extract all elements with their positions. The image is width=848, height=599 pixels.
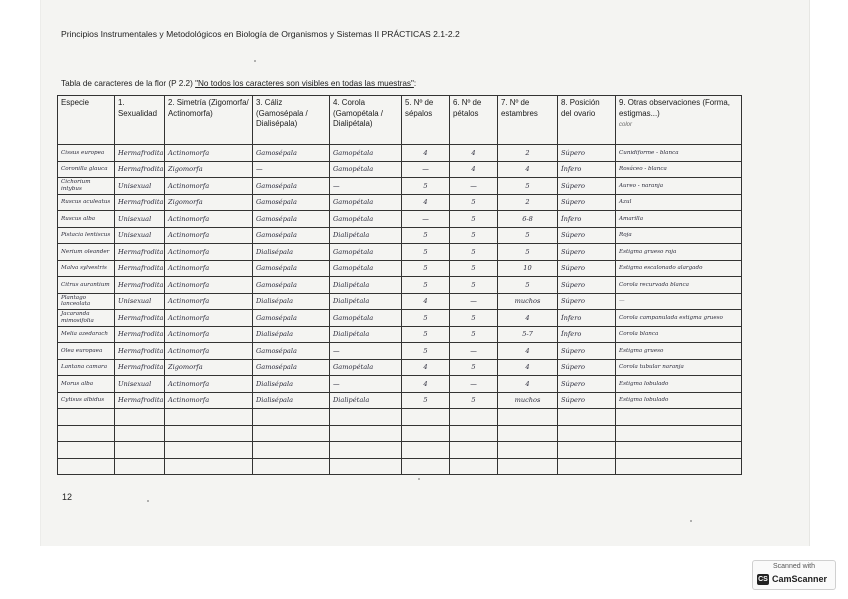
table-cell: — — [330, 343, 402, 360]
table-row — [58, 277, 742, 294]
column-header-label: 2. Simetría (Zigomorfa/ Actinomorfa) — [168, 98, 249, 118]
table-cell: Ruscus alba — [58, 211, 115, 228]
table-cell: Plantago lanceolata — [58, 293, 115, 310]
table-cell — [115, 425, 165, 442]
table-cell: Unisexual — [115, 211, 165, 228]
table-cell: 5 — [402, 343, 450, 360]
table-cell: Actinomorfa — [165, 277, 253, 294]
table-cell: Súpero — [558, 376, 616, 393]
table-cell: Actinomorfa — [165, 376, 253, 393]
table-cell: 5 — [450, 227, 498, 244]
column-header — [253, 96, 330, 145]
table-cell — [115, 442, 165, 459]
table-cell — [115, 458, 165, 475]
table-cell: Gamosépala — [253, 145, 330, 162]
table-header-row — [58, 96, 742, 145]
table-cell: Amarilla — [616, 211, 742, 228]
table-cell: — — [450, 178, 498, 195]
table-cell: Súpero — [558, 227, 616, 244]
table-cell: Dialisépala — [253, 326, 330, 343]
table-cell: Gamosépala — [253, 194, 330, 211]
table-cell: Cunidiforme - blanca — [616, 145, 742, 162]
table-cell: Hermafrodita — [115, 343, 165, 360]
table-cell: 6-8 — [498, 211, 558, 228]
table-row — [58, 359, 742, 376]
table-row — [58, 376, 742, 393]
scan-speck — [418, 478, 420, 480]
table-cell: 4 — [402, 194, 450, 211]
scan-speck — [147, 500, 149, 502]
table-cell: Nerium oleander — [58, 244, 115, 261]
table-cell: Estigma lobulado — [616, 376, 742, 393]
table-cell: Unisexual — [115, 178, 165, 195]
table-cell: Hermafrodita — [115, 244, 165, 261]
column-header — [115, 96, 165, 145]
table-cell — [558, 442, 616, 459]
table-cell: Jacaranda mimosifolia — [58, 310, 115, 327]
table-cell: Estigma escalonado alargado — [616, 260, 742, 277]
table-cell — [165, 458, 253, 475]
table-title-suffix: : — [413, 79, 417, 88]
table-cell: 5 — [450, 244, 498, 261]
page-number: 12 — [62, 492, 73, 502]
table-cell: Actinomorfa — [165, 227, 253, 244]
table-cell: Coronilla glauca — [58, 161, 115, 178]
table-row — [58, 343, 742, 360]
table-cell: 5 — [498, 178, 558, 195]
table-cell: 10 — [498, 260, 558, 277]
table-title-emphasis: "No todos los caracteres son visibles en todas las muestras" — [195, 79, 414, 88]
table-row — [58, 178, 742, 195]
table-cell: Dialisépala — [253, 244, 330, 261]
table-cell: 4 — [498, 359, 558, 376]
table-cell: muchos — [498, 293, 558, 310]
table-cell — [115, 409, 165, 426]
table-cell: Actinomorfa — [165, 293, 253, 310]
table-cell: Gamosépala — [253, 227, 330, 244]
table-cell — [402, 425, 450, 442]
table-cell: Corola tubular naranja — [616, 359, 742, 376]
table-cell: Azul — [616, 194, 742, 211]
table-cell — [498, 458, 558, 475]
table-row — [58, 161, 742, 178]
table-cell: Súpero — [558, 277, 616, 294]
table-cell: Rosáceo - blanca — [616, 161, 742, 178]
table-row — [58, 244, 742, 261]
table-cell: 4 — [498, 161, 558, 178]
table-cell: 5 — [402, 326, 450, 343]
table-cell: Cissus europea — [58, 145, 115, 162]
table-cell: — — [253, 161, 330, 178]
table-cell — [253, 425, 330, 442]
table-cell: Gamopétala — [330, 211, 402, 228]
table-cell: Actinomorfa — [165, 326, 253, 343]
table-cell: Gamosépala — [253, 211, 330, 228]
table-cell: Estigma lobulado — [616, 392, 742, 409]
table-cell: Unisexual — [115, 376, 165, 393]
scanned-with-label: Scanned with — [772, 563, 816, 570]
table-cell: Corola campanulada estigma grueso — [616, 310, 742, 327]
table-cell: 5 — [402, 260, 450, 277]
table-cell: Zigomorfa — [165, 359, 253, 376]
table-cell: 2 — [498, 145, 558, 162]
table-cell: 5 — [450, 392, 498, 409]
table-cell: Zigomorfa — [165, 161, 253, 178]
table-cell: 5 — [402, 244, 450, 261]
table-cell: 5-7 — [498, 326, 558, 343]
table-cell: Gamosépala — [253, 178, 330, 195]
document-header: Principios Instrumentales y Metodológicos en Biología de Organismos y Sistemas II PRÁCTICAS 2.1-2.2 — [61, 29, 460, 39]
table-cell: 5 — [450, 310, 498, 327]
table-cell: Súpero — [558, 244, 616, 261]
table-cell — [58, 458, 115, 475]
table-cell — [165, 425, 253, 442]
table-cell — [58, 409, 115, 426]
table-cell: Zigomorfa — [165, 194, 253, 211]
table-row — [58, 211, 742, 228]
table-cell: Lantana camara — [58, 359, 115, 376]
table-cell — [498, 409, 558, 426]
table-cell: Actinomorfa — [165, 211, 253, 228]
table-cell: Ruscus aculeatus — [58, 194, 115, 211]
table-cell: Hermafrodita — [115, 310, 165, 327]
table-cell: Súpero — [558, 392, 616, 409]
table-cell: Súpero — [558, 260, 616, 277]
table-cell — [165, 442, 253, 459]
table-cell: 5 — [450, 277, 498, 294]
table-cell: Hermafrodita — [115, 161, 165, 178]
table-cell: Dialipétala — [330, 293, 402, 310]
table-cell: 5 — [402, 392, 450, 409]
table-cell — [558, 409, 616, 426]
table-cell: Hermafrodita — [115, 392, 165, 409]
table-cell — [450, 409, 498, 426]
table-cell — [58, 442, 115, 459]
table-row — [58, 409, 742, 426]
table-row — [58, 293, 742, 310]
column-header — [330, 96, 402, 145]
table-cell — [616, 442, 742, 459]
table-body — [58, 145, 742, 475]
table-row — [58, 227, 742, 244]
table-cell: Súpero — [558, 343, 616, 360]
table-cell: Cytisus albidus — [58, 392, 115, 409]
table-cell — [330, 425, 402, 442]
table-cell: Dialisépala — [253, 376, 330, 393]
table-cell: 5 — [450, 359, 498, 376]
column-header-label: 4. Corola (Gamopétala / Dialipétala) — [333, 98, 383, 128]
table-cell: Actinomorfa — [165, 343, 253, 360]
table-cell: Hermafrodita — [115, 260, 165, 277]
table-cell — [253, 442, 330, 459]
table-cell: — — [450, 376, 498, 393]
camscanner-logo-icon: CS — [758, 576, 768, 583]
table-cell: Gamopétala — [330, 260, 402, 277]
table-cell — [498, 442, 558, 459]
table-cell: — — [402, 161, 450, 178]
table-cell: 5 — [498, 277, 558, 294]
camscanner-brand: CamScanner — [772, 574, 828, 584]
table-cell: Gamosépala — [253, 310, 330, 327]
table-row — [58, 458, 742, 475]
table-cell: 4 — [498, 343, 558, 360]
table-cell: muchos — [498, 392, 558, 409]
table-cell: — — [450, 343, 498, 360]
column-header-label: 7. Nº de estambres — [501, 98, 538, 118]
table-cell: Ínfero — [558, 211, 616, 228]
table-cell — [165, 409, 253, 426]
table-cell: Estigma grueso roja — [616, 244, 742, 261]
column-header — [165, 96, 253, 145]
table-cell: Unisexual — [115, 227, 165, 244]
table-cell — [402, 442, 450, 459]
column-header-label: 5. Nº de sépalos — [405, 98, 434, 118]
table-cell: Súpero — [558, 178, 616, 195]
table-cell: 4 — [402, 359, 450, 376]
table-cell: Súpero — [558, 293, 616, 310]
table-cell: 5 — [450, 326, 498, 343]
table-cell: Pistacia lentiscus — [58, 227, 115, 244]
table-cell: 2 — [498, 194, 558, 211]
column-header-label: Especie — [61, 98, 90, 107]
table-cell: 5 — [402, 178, 450, 195]
table-cell: — — [616, 293, 742, 310]
column-header-note: color — [619, 122, 633, 128]
table-cell: Gamopétala — [330, 161, 402, 178]
table-cell: Gamosépala — [253, 359, 330, 376]
table-cell — [450, 442, 498, 459]
table-cell — [558, 458, 616, 475]
flower-traits-table — [57, 95, 742, 475]
table-cell: Actinomorfa — [165, 392, 253, 409]
table-cell: Hermafrodita — [115, 359, 165, 376]
table-cell: Roja — [616, 227, 742, 244]
table-cell: Dialisépala — [253, 392, 330, 409]
table-title-prefix: Tabla de caracteres de la flor (P 2.2) — [61, 79, 196, 88]
table-cell — [330, 458, 402, 475]
table-cell: 5 — [402, 310, 450, 327]
table-cell: Actinomorfa — [165, 145, 253, 162]
table-cell: Gamopétala — [330, 310, 402, 327]
column-header-label: 9. Otras observaciones (Forma, estigmas...) — [619, 98, 730, 118]
table-cell: 5 — [498, 227, 558, 244]
table-cell: Gamopétala — [330, 194, 402, 211]
table-cell — [616, 409, 742, 426]
table-cell: 5 — [402, 277, 450, 294]
table-cell: — — [402, 211, 450, 228]
table-cell: 4 — [450, 145, 498, 162]
table-cell: Malva sylvestris — [58, 260, 115, 277]
table-cell: 4 — [402, 145, 450, 162]
table-cell — [450, 458, 498, 475]
table-cell — [558, 425, 616, 442]
table-cell — [616, 458, 742, 475]
table-cell: Citrus aurantium — [58, 277, 115, 294]
table-cell: Dialipétala — [330, 227, 402, 244]
table-cell: Gamopétala — [330, 244, 402, 261]
column-header — [616, 96, 742, 145]
table-row — [58, 442, 742, 459]
table-cell — [450, 425, 498, 442]
scan-speck — [690, 520, 692, 522]
column-header-label: 6. Nº de pétalos — [453, 98, 482, 118]
table-cell: Hermafrodita — [115, 326, 165, 343]
table-cell: Ínfero — [558, 326, 616, 343]
column-header-label: 3. Cáliz (Gamosépala / Dialisépala) — [256, 98, 308, 128]
table-cell — [402, 409, 450, 426]
table-row — [58, 145, 742, 162]
table-cell: Actinomorfa — [165, 310, 253, 327]
table-cell: Súpero — [558, 145, 616, 162]
table-cell: Dialipétala — [330, 392, 402, 409]
table-cell: Cichorium intybus — [58, 178, 115, 195]
table-cell: Hermafrodita — [115, 277, 165, 294]
table-cell: Ínfero — [558, 161, 616, 178]
table-cell: Dialipétala — [330, 277, 402, 294]
table-cell: Ínfero — [558, 310, 616, 327]
table-cell: Gamosépala — [253, 277, 330, 294]
table-cell: — — [330, 178, 402, 195]
table-cell: Corola blanca — [616, 326, 742, 343]
table-cell: 4 — [498, 376, 558, 393]
table-cell: Súpero — [558, 194, 616, 211]
table-cell: Morus alba — [58, 376, 115, 393]
table-row — [58, 392, 742, 409]
table-cell — [402, 458, 450, 475]
table-cell — [253, 409, 330, 426]
table-row — [58, 326, 742, 343]
column-header — [498, 96, 558, 145]
table-row — [58, 260, 742, 277]
table-cell — [253, 458, 330, 475]
table-cell: Gamosépala — [253, 343, 330, 360]
column-header-label: 8. Posición del ovario — [561, 98, 600, 118]
table-cell: Dialisépala — [253, 293, 330, 310]
table-cell: Melia azedarach — [58, 326, 115, 343]
column-header — [450, 96, 498, 145]
scan-speck — [254, 60, 256, 62]
table-cell: Actinomorfa — [165, 244, 253, 261]
table-cell: Olea europaea — [58, 343, 115, 360]
table-cell: Actinomorfa — [165, 260, 253, 277]
table-title — [61, 79, 416, 88]
table-cell: 4 — [450, 161, 498, 178]
table-cell: Actinomorfa — [165, 178, 253, 195]
table-cell: 5 — [450, 211, 498, 228]
table-row — [58, 194, 742, 211]
table-cell: Hermafrodita — [115, 194, 165, 211]
table-cell: Aureo - naranja — [616, 178, 742, 195]
table-cell: 5 — [498, 244, 558, 261]
table-cell: — — [450, 293, 498, 310]
table-cell: Dialipétala — [330, 326, 402, 343]
table-row — [58, 310, 742, 327]
column-header — [558, 96, 616, 145]
table-cell: 4 — [402, 293, 450, 310]
table-cell: Unisexual — [115, 293, 165, 310]
table-cell: Hermafrodita — [115, 145, 165, 162]
table-cell: Súpero — [558, 359, 616, 376]
table-cell: 4 — [402, 376, 450, 393]
table-cell — [498, 425, 558, 442]
column-header — [58, 96, 115, 145]
table-cell: Gamopétala — [330, 145, 402, 162]
table-cell — [330, 442, 402, 459]
table-cell — [616, 425, 742, 442]
column-header-label: 1. Sexualidad — [118, 98, 158, 118]
camscanner-watermark — [752, 560, 836, 590]
table-cell: Estigma grueso — [616, 343, 742, 360]
table-cell: Corola recurvada blanca — [616, 277, 742, 294]
table-row — [58, 425, 742, 442]
column-header — [402, 96, 450, 145]
table-cell: Gamosépala — [253, 260, 330, 277]
table-cell: 4 — [498, 310, 558, 327]
table-cell: Gamopétala — [330, 359, 402, 376]
table-cell: 5 — [450, 260, 498, 277]
table-cell: 5 — [450, 194, 498, 211]
table-cell: 5 — [402, 227, 450, 244]
table-cell — [330, 409, 402, 426]
table-cell — [58, 425, 115, 442]
table-cell: — — [330, 376, 402, 393]
